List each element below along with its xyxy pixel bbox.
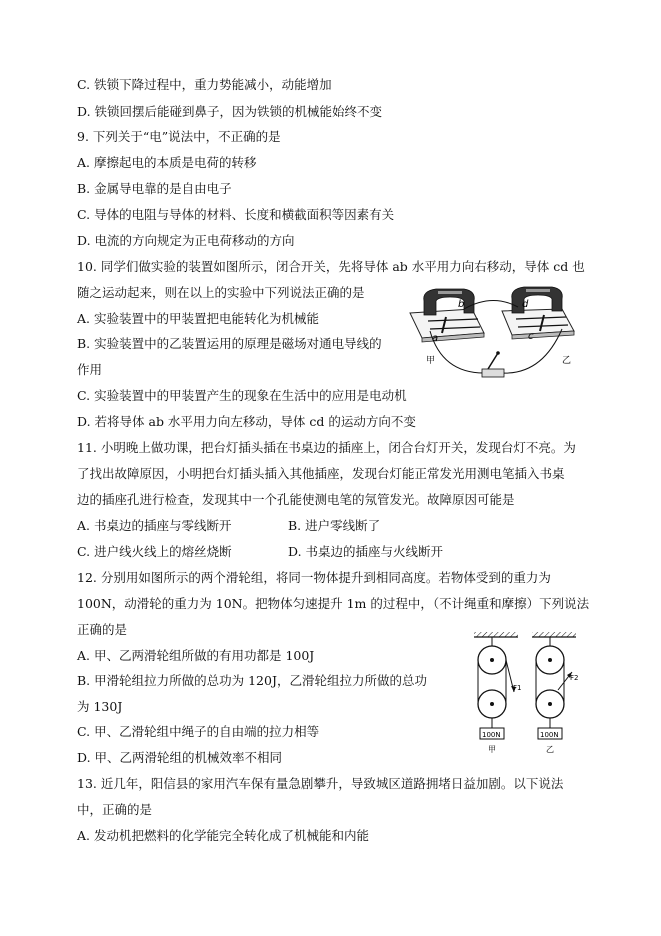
q12-stem-line3: 正确的是: [77, 622, 128, 637]
q10-option-a: A. 实验装置中的甲装置把电能转化为机械能: [77, 311, 319, 326]
q9-option-a: A. 摩擦起电的本质是电荷的转移: [77, 155, 257, 170]
q9-stem: 9. 下列关于“电”说法中，不正确的是: [77, 129, 281, 144]
q11-stem-line1: 11. 小明晚上做功课，把台灯插头插在书桌边的插座上，闭合台灯开关，发现台灯不亮。为: [77, 440, 576, 455]
q10-fig-label-d: d: [522, 299, 529, 310]
q12-option-b-line2: 为 130J: [77, 699, 123, 714]
q10-option-d: D. 若将导体 ab 水平用力向左移动，导体 cd 的运动方向不变: [77, 414, 416, 429]
q11-stem-line3: 边的插座孔进行检查，发现其中一个孔能使测电笔的氖管发光。故障原因可能是: [77, 492, 515, 507]
q8-option-c: C. 铁锁下降过程中，重力势能减小，动能增加: [77, 77, 332, 92]
q13-stem-line1: 13. 近几年，阳信县的家用汽车保有量急剧攀升，导致城区道路拥堵日益加剧。以下说法: [77, 776, 564, 791]
q11-option-c: C. 进户线火线上的熔丝烧断: [77, 544, 232, 559]
q12-fig-label-jia: 甲: [488, 745, 496, 754]
q13-option-a: A. 发动机把燃料的化学能完全转化成了机械能和内能: [77, 828, 369, 843]
q12-fig-label-f1: F1: [513, 684, 522, 692]
q9-option-c: C. 导体的电阻与导体的材料、长度和横截面积等因素有关: [77, 207, 395, 222]
q12-option-b-line1: B. 甲滑轮组拉力所做的总功为 120J，乙滑轮组拉力所做的总功: [77, 673, 427, 688]
q11-stem-line2: 了找出故障原因，小明把台灯插头插入其他插座，发现台灯能正常发光用测电笔插入书桌: [77, 466, 565, 481]
q12-option-c: C. 甲、乙滑轮组中绳子的自由端的拉力相等: [77, 724, 320, 739]
q10-fig-label-c: c: [528, 331, 534, 342]
q12-option-d: D. 甲、乙两滑轮组的机械效率不相同: [77, 750, 283, 765]
q10-fig-label-yi: 乙: [562, 356, 572, 366]
q10-option-b-line2: 作用: [77, 362, 103, 377]
q13-stem-line2: 中，正确的是: [77, 802, 153, 817]
q9-option-d: D. 电流的方向规定为正电荷移动的方向: [77, 233, 295, 248]
q12-option-a: A. 甲、乙两滑轮组所做的有用功都是 100J: [77, 648, 315, 663]
q12-fig-weight-2: 100N: [540, 731, 559, 739]
q10-stem-line2: 随之运动起来，则在以上的实验中下列说法正确的是: [77, 285, 365, 300]
q12-fig-label-yi: 乙: [546, 745, 554, 754]
q12-fig-weight-1: 100N: [482, 731, 501, 739]
q10-figure: [402, 283, 582, 388]
q10-fig-label-b: b: [458, 299, 465, 310]
q8-option-d: D. 铁锁回摆后能碰到鼻子，因为铁锁的机械能始终不变: [77, 104, 383, 119]
q11-option-a: A. 书桌边的插座与零线断开: [77, 518, 232, 533]
q12-stem-line2: 100N，动滑轮的重力为 10N。把物体匀速提升 1m 的过程中，（不计绳重和摩擦）下列说法: [77, 596, 590, 611]
q10-fig-label-a: a: [432, 333, 439, 344]
q10-stem-line1: 10. 同学们做实验的装置如图所示，闭合开关，先将导体 ab 水平用力向右移动，导体 cd 也: [77, 259, 585, 274]
q10-fig-label-jia: 甲: [426, 356, 436, 366]
q12-figure: [468, 628, 598, 758]
q11-option-b: B. 进户零线断了: [288, 518, 381, 533]
q12-stem-line1: 12. 分别用如图所示的两个滑轮组，将同一物体提升到相同高度。若物体受到的重力为: [77, 570, 551, 585]
q10-option-c: C. 实验装置中的甲装置产生的现象在生活中的应用是电动机: [77, 388, 407, 403]
q11-option-d: D. 书桌边的插座与火线断开: [288, 544, 444, 559]
q12-fig-label-f2: F2: [570, 674, 579, 682]
q10-option-b-line1: B. 实验装置中的乙装置运用的原理是磁场对通电导线的: [77, 336, 382, 351]
q9-option-b: B. 金属导电靠的是自由电子: [77, 181, 232, 196]
